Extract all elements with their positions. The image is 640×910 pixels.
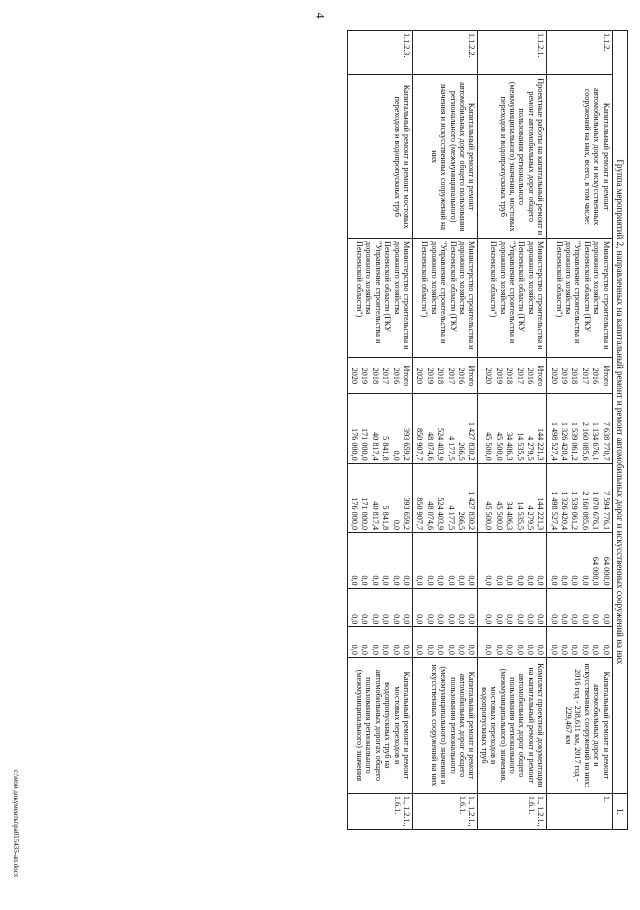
value-cell: 0,0 [494, 644, 504, 655]
value-cell: 0,0 [525, 575, 535, 586]
column-v1 [547, 394, 612, 463]
value-cell: 0,0 [391, 450, 401, 461]
column-v5 [413, 627, 478, 658]
year-cell: 2020 [350, 367, 360, 385]
value-cell: 0,0 [446, 614, 456, 625]
value-cell: 393 659,2 [402, 497, 412, 531]
column-v5 [347, 627, 412, 658]
value-cell: 0,0 [484, 644, 494, 655]
column-v2 [347, 463, 412, 532]
value-cell: 0,0 [549, 575, 559, 586]
value-cell: 0,0 [505, 644, 515, 655]
value-cell: 0,0 [425, 614, 435, 625]
indicator-ref: 1. [547, 793, 612, 829]
value-cell: 34 406,3 [505, 501, 515, 531]
indicator-ref: 1., 1.2.1., 1.6.1. [478, 793, 547, 829]
indicator-ref: 1., 1.2.1., 1.6.1. [413, 793, 478, 829]
year-cell: 2018 [436, 367, 446, 385]
value-cell: 0,0 [391, 644, 401, 655]
value-cell: 64 000,0 [601, 556, 611, 586]
value-cell: 0,0 [494, 575, 504, 586]
year-cell: 2016 [456, 367, 466, 385]
value-cell: 1 070 676,1 [591, 491, 601, 531]
value-cell: 14 535,5 [515, 432, 525, 461]
year-cell: Итого [467, 365, 477, 387]
measures-table [347, 30, 628, 830]
value-cell: 1 539 061,2 [570, 421, 580, 461]
column-v4 [347, 588, 412, 627]
year-cell: 2017 [580, 367, 590, 385]
value-cell: 4 177,5 [446, 436, 456, 461]
column-v5 [478, 627, 547, 658]
value-cell: 7 594 776,1 [601, 491, 611, 531]
measure-name: Капитальный ремонт и ремонт автомобильных дорог и искусственных сооружений на них, всего, в том числе: [547, 75, 612, 239]
value-cell: 0,0 [360, 575, 370, 586]
executor: Министерство строительства и дорожного хозяйства Пензенской области (ГКУ "Управление строительства и дорожного хозяйства Пензенской области") [478, 239, 547, 358]
executor: Министерство строительства и дорожного хозяйства Пензенской области (ГКУ "Управление строительства и дорожного хозяйства Пензенской области") [347, 239, 412, 358]
year-cell: 2019 [360, 367, 370, 385]
footer-file-path: c:\мои документы\ра015435-ап.docx [12, 770, 20, 878]
value-cell: 266,5 [456, 442, 466, 461]
value-cell: 144 221,3 [536, 427, 546, 461]
value-cell: 171 000,0 [360, 497, 370, 531]
value-cell: 0,0 [370, 644, 380, 655]
value-cell: 5 841,8 [381, 436, 391, 461]
value-cell: 0,0 [370, 575, 380, 586]
value-cell: 0,0 [360, 644, 370, 655]
value-cell: 524 403,9 [436, 427, 446, 461]
column-v2 [478, 463, 547, 532]
value-cell: 0,0 [570, 614, 580, 625]
value-cell: 0,0 [415, 614, 425, 625]
column-v2 [547, 463, 612, 532]
column-years [478, 358, 547, 394]
year-cell: 2018 [505, 367, 515, 385]
value-cell: 1 134 676,1 [591, 421, 601, 461]
expected-result: Комплект проектной документации на капитальный ремонт и ремонт автомобильных дорог общего пользования регионального (межмуниципального) значения, мостовых переходов и водопропускных труб [478, 657, 547, 793]
executor: Министерство строительства и дорожного хозяйства Пензенской области (ГКУ "Управление строительства и дорожного хозяйства Пензенской области") [413, 239, 478, 358]
value-cell: 0,0 [591, 614, 601, 625]
value-cell: 0,0 [591, 644, 601, 655]
column-v5 [547, 627, 612, 658]
value-cell: 0,0 [350, 614, 360, 625]
year-cell: 2017 [515, 367, 525, 385]
value-cell: 45 500,0 [494, 501, 504, 531]
measure-name: Капитальный ремонт и ремонт мостовых переходов и водопропускных труб [347, 75, 412, 239]
measure-name: Проектные работы на капитальный ремонт и ремонт автомобильных дорог общего пользования регионального (межмуниципального) значения, мостовых переходов и водопропускных труб [478, 75, 547, 239]
value-cell: 0,0 [402, 575, 412, 586]
value-cell: 0,0 [601, 644, 611, 655]
value-cell: 0,0 [436, 575, 446, 586]
value-cell: 0,0 [580, 614, 590, 625]
row-number: 1.1.2.3. [347, 31, 412, 75]
year-cell: 2016 [591, 367, 601, 385]
value-cell: 0,0 [391, 614, 401, 625]
value-cell: 4 177,5 [446, 505, 456, 531]
value-cell: 0,0 [525, 614, 535, 625]
value-cell: 0,0 [601, 614, 611, 625]
year-cell: Итого [402, 365, 412, 387]
value-cell: 40 817,4 [370, 501, 380, 531]
value-cell: 0,0 [515, 575, 525, 586]
value-cell: 0,0 [402, 614, 412, 625]
value-cell: 171 000,0 [360, 427, 370, 461]
group-header-row [612, 31, 627, 830]
value-cell: 0,0 [391, 575, 401, 586]
indicator-ref: 1., 1.2.1., 1.6.1. [347, 793, 412, 829]
value-cell: 0,0 [456, 614, 466, 625]
value-cell: 0,0 [525, 644, 535, 655]
value-cell: 0,0 [560, 575, 570, 586]
value-cell: 1 326 420,4 [560, 421, 570, 461]
year-cell: 2019 [560, 367, 570, 385]
value-cell: 176 000,0 [350, 427, 360, 461]
value-cell: 0,0 [467, 575, 477, 586]
column-v3 [547, 533, 612, 588]
value-cell: 0,0 [515, 644, 525, 655]
value-cell: 45 500,0 [484, 432, 494, 461]
value-cell: 0,0 [402, 644, 412, 655]
value-cell: 0,0 [456, 644, 466, 655]
column-v2 [413, 463, 478, 532]
table-row [413, 31, 478, 830]
year-cell: Итого [536, 365, 546, 387]
value-cell: 45 500,0 [484, 501, 494, 531]
column-v4 [547, 588, 612, 627]
value-cell: 7 638 770,7 [601, 421, 611, 461]
row-number: 1.1.2.2. [413, 31, 478, 75]
value-cell: 0,0 [484, 575, 494, 586]
value-cell: 0,0 [484, 614, 494, 625]
value-cell: 0,0 [381, 614, 391, 625]
value-cell: 0,0 [350, 575, 360, 586]
expected-result: Капитальный ремонт и ремонт автомобильных дорог общего пользования регионального (межмуниципального) значения и искусственных сооружений на них [413, 657, 478, 793]
value-cell: 4 279,5 [525, 505, 535, 531]
value-cell: 45 500,0 [494, 432, 504, 461]
value-cell: 524 403,9 [436, 497, 446, 531]
value-cell: 5 841,8 [381, 505, 391, 531]
value-cell: 0,0 [536, 644, 546, 655]
year-cell: 2016 [525, 367, 535, 385]
year-cell: 2018 [370, 367, 380, 385]
value-cell: 0,0 [446, 575, 456, 586]
rotated-table-stage [68, 30, 628, 830]
value-cell: 0,0 [467, 614, 477, 625]
value-cell: 1 539 061,2 [570, 491, 580, 531]
value-cell: 1 326 420,4 [560, 491, 570, 531]
year-cell: 2020 [549, 367, 559, 385]
value-cell: 48 074,6 [425, 432, 435, 461]
value-cell: 1 498 527,4 [549, 421, 559, 461]
value-cell: 0,0 [415, 644, 425, 655]
value-cell: 850 907,7 [415, 427, 425, 461]
value-cell: 0,0 [505, 614, 515, 625]
year-cell: 2018 [570, 367, 580, 385]
year-cell: Итого [601, 365, 611, 387]
value-cell: 0,0 [370, 614, 380, 625]
value-cell: 176 000,0 [350, 497, 360, 531]
value-cell: 34 406,3 [505, 432, 515, 461]
value-cell: 0,0 [580, 644, 590, 655]
value-cell: 144 221,3 [536, 497, 546, 531]
value-cell: 0,0 [456, 575, 466, 586]
value-cell: 0,0 [560, 614, 570, 625]
column-v1 [347, 394, 412, 463]
group-title: Группа мероприятий 2, направленных на капитальный ремонт и ремонт автомобильных дорог и искусственных сооружений на них [612, 31, 627, 794]
column-v4 [478, 588, 547, 627]
value-cell: 48 074,6 [425, 501, 435, 531]
value-cell: 0,0 [560, 644, 570, 655]
value-cell: 0,0 [391, 519, 401, 531]
year-cell: 2019 [494, 367, 504, 385]
value-cell: 64 000,0 [591, 556, 601, 586]
value-cell: 0,0 [515, 614, 525, 625]
value-cell: 0,0 [425, 644, 435, 655]
year-cell: 2019 [425, 367, 435, 385]
value-cell: 0,0 [381, 644, 391, 655]
value-cell: 0,0 [436, 614, 446, 625]
value-cell: 0,0 [494, 614, 504, 625]
value-cell: 0,0 [580, 575, 590, 586]
row-number: 1.1.2.1. [478, 31, 547, 75]
value-cell: 0,0 [549, 644, 559, 655]
value-cell: 2 160 085,6 [580, 491, 590, 531]
value-cell: 266,5 [456, 511, 466, 531]
column-years [347, 358, 412, 394]
group-ref: 1. [612, 793, 627, 829]
value-cell: 0,0 [436, 644, 446, 655]
year-cell: 2017 [381, 367, 391, 385]
value-cell: 1 427 830,2 [467, 421, 477, 461]
column-years [413, 358, 478, 394]
value-cell: 0,0 [350, 644, 360, 655]
executor: Министерство строительства и дорожного хозяйства Пензенской области (ГКУ "Управление строительства и дорожного хозяйства Пензенской области") [547, 239, 612, 358]
value-cell: 0,0 [467, 644, 477, 655]
table-row [547, 31, 612, 830]
expected-result: Капитальный ремонт и ремонт автомобильных дорог и искусственных сооружений на них: 2016 год - 238,611 км, 2017 год - 229,467 км [547, 657, 612, 793]
column-v3 [347, 533, 412, 588]
value-cell: 0,0 [505, 575, 515, 586]
column-v3 [413, 533, 478, 588]
column-v1 [478, 394, 547, 463]
value-cell: 0,0 [425, 575, 435, 586]
value-cell: 14 535,5 [515, 501, 525, 531]
value-cell: 1 498 527,4 [549, 491, 559, 531]
column-v4 [413, 588, 478, 627]
value-cell: 2 160 085,6 [580, 421, 590, 461]
column-v3 [478, 533, 547, 588]
value-cell: 0,0 [536, 575, 546, 586]
value-cell: 850 907,7 [415, 497, 425, 531]
value-cell: 0,0 [446, 644, 456, 655]
page-number: 4 [313, 12, 328, 19]
value-cell: 1 427 830,2 [467, 491, 477, 531]
value-cell: 40 817,4 [370, 432, 380, 461]
column-years [547, 358, 612, 394]
year-cell: 2020 [484, 367, 494, 385]
year-cell: 2020 [415, 367, 425, 385]
value-cell: 0,0 [570, 575, 580, 586]
value-cell: 4 279,5 [525, 436, 535, 461]
table-row [347, 31, 412, 830]
value-cell: 0,0 [536, 614, 546, 625]
value-cell: 0,0 [415, 575, 425, 586]
year-cell: 2017 [446, 367, 456, 385]
value-cell: 0,0 [381, 575, 391, 586]
measure-name: Капитальный ремонт и ремонт автомобильных дорог общего пользования регионального (межмуниципального) значения и искусственных сооружений на них [413, 75, 478, 239]
value-cell: 0,0 [360, 614, 370, 625]
year-cell: 2016 [391, 367, 401, 385]
table-row [478, 31, 547, 830]
value-cell: 0,0 [549, 614, 559, 625]
expected-result: Капитальный ремонт и ремонт мостовых переходов и водопропускных труб на автомобильных дорогах общего пользования регионального (межмуниципального) значения [347, 657, 412, 793]
column-v1 [413, 394, 478, 463]
value-cell: 393 659,2 [402, 427, 412, 461]
value-cell: 0,0 [570, 644, 580, 655]
row-number: 1.1.2. [547, 31, 612, 75]
